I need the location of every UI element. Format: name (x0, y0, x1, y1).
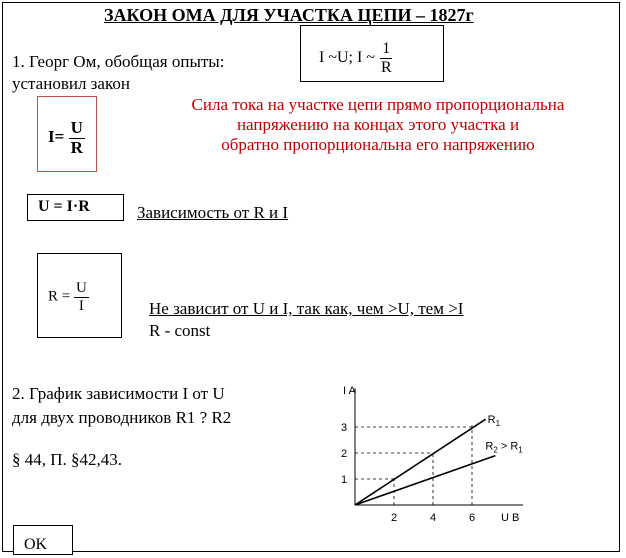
resistance-denominator: I (78, 297, 84, 314)
law-line-2: напряжению на концах этого участка и (236, 115, 520, 134)
law-line-1: Сила тока на участке цепи прямо пропорциональна (191, 95, 565, 114)
series-line-r2 (355, 456, 495, 505)
proportion-box (300, 25, 444, 82)
proportion-prefix: I ~U; I ~ (319, 48, 375, 66)
intro-line-2: установил закон (12, 74, 130, 93)
graph-section-text (12, 382, 231, 430)
ok-button[interactable]: OK (13, 525, 73, 555)
current-voltage-chart (330, 380, 580, 525)
reference-text: § 44, П. §42,43. (12, 450, 123, 469)
resistance-lhs: R = (48, 288, 71, 305)
voltage-formula: U = I·R (38, 198, 90, 215)
ohm-law-statement (168, 95, 588, 155)
x-tick-label: 4 (430, 512, 437, 524)
y-axis-label: I A (343, 385, 356, 397)
x-tick-label: 6 (469, 512, 476, 524)
intro-line-1: 1. Георг Ом, обобщая опыты: (12, 52, 225, 71)
independence-text (149, 298, 463, 342)
y-tick-label: 2 (341, 448, 348, 460)
formula-numerator: U (70, 118, 83, 137)
formula-lhs: I= (48, 127, 65, 147)
page-title: ЗАКОН ОМА ДЛЯ УЧАСТКА ЦЕПИ – 1827г (104, 5, 474, 25)
series-label-r2: $R_2 > R_1$ (485, 440, 523, 455)
proportion-numerator: 1 (382, 40, 391, 57)
formula-denominator: R (70, 137, 83, 157)
ohm-formula-box (37, 96, 97, 172)
independence-line-2: R - const (149, 321, 211, 340)
x-tick-label: 2 (391, 512, 398, 524)
law-line-3: обратно пропорциональна его напряжению (221, 135, 535, 154)
y-tick-label: 1 (341, 474, 348, 486)
resistance-formula-box (37, 253, 122, 338)
independence-line-1: Не зависит от U и I, так как, чем >U, тем >I (149, 299, 464, 318)
graph-line-1: 2. График зависимости I от U (12, 384, 225, 403)
graph-line-2: для двух проводников R1 ? R2 (12, 408, 232, 427)
series-line-r1 (355, 419, 486, 505)
proportion-denominator: R (380, 58, 392, 76)
series-label-r1: $R_1$ (487, 414, 501, 429)
voltage-formula-box (27, 194, 124, 221)
resistance-numerator: U (75, 280, 87, 296)
intro-text (12, 51, 224, 95)
dependence-text: Зависимость от R и I (137, 203, 289, 222)
y-tick-label: 3 (341, 422, 348, 434)
x-axis-label: U B (501, 512, 520, 524)
